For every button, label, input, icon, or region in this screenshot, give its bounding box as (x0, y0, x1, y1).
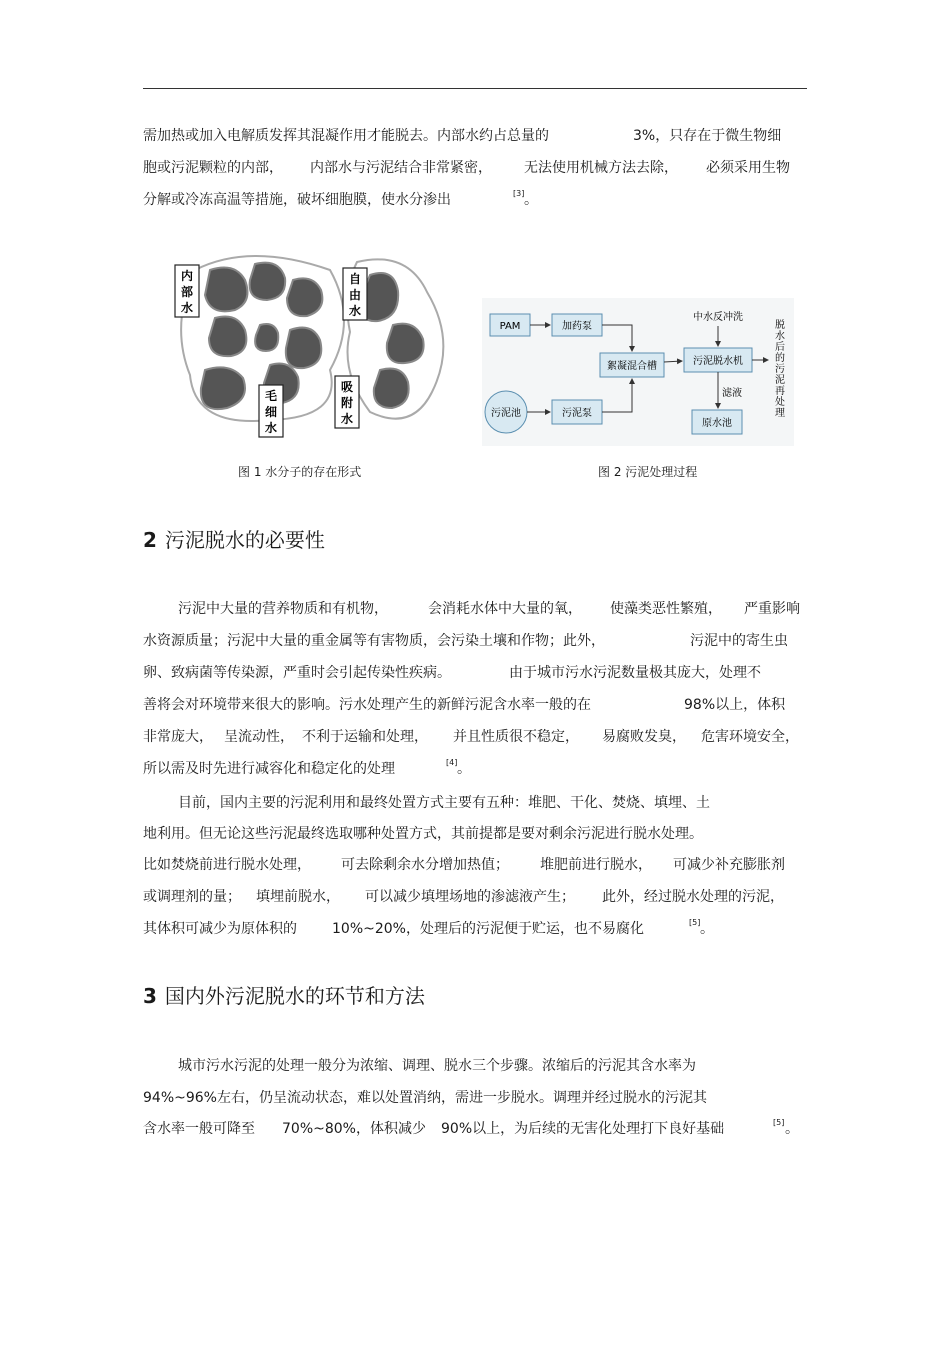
output-label (775, 319, 785, 419)
label-internal-water (175, 265, 199, 317)
text: 94%~96%左右，仍呈流动状态，难以处置消纳，需进一步脱水。调理并经过脱水的污泥其 (143, 1090, 707, 1106)
text: 。 (457, 761, 471, 777)
sludge-particle (374, 369, 409, 409)
label-char: 细 (264, 405, 278, 419)
sludge-pool-label: 污泥池 (491, 408, 521, 419)
text: 呈流动性， (224, 729, 294, 745)
dosing-pump-label: 加药泵 (562, 321, 592, 332)
sludge-particle (205, 268, 247, 312)
text: 水资源质量；污泥中大量的重金属等有害物质，会污染土壤和作物；此外， (143, 633, 605, 649)
text: 所以需及时先进行减容化和稳定化的处理 (143, 761, 395, 777)
text: 其体积可减少为原体积的 (143, 921, 297, 937)
label-char: 水 (340, 412, 354, 426)
text: 98%以上，体积 (684, 697, 786, 713)
citation: [3] (513, 189, 525, 198)
label-capillary-water (259, 385, 283, 437)
label-char: 自 (348, 272, 362, 286)
text: 污泥中大量的营养物质和有机物， (178, 601, 388, 617)
citation: [5] (689, 918, 701, 927)
sludge-particle (201, 367, 245, 409)
output-char: 再 (775, 386, 785, 397)
filtrate-label: 滤液 (722, 388, 742, 399)
figure-2-caption: 图 2 污泥处理过程 (598, 465, 698, 479)
section-number: 2 (143, 528, 157, 552)
text: 90%以上，为后续的无害化处理打下良好基础 (441, 1121, 725, 1137)
output-char: 脱 (775, 320, 785, 331)
text: 不利于运输和处理， (302, 729, 428, 745)
text: 分解或冷冻高温等措施，破坏细胞膜，使水分渗出 (143, 192, 451, 208)
text: 可减少补充膨胀剂 (673, 857, 785, 873)
section-title: 污泥脱水的必要性 (164, 528, 325, 552)
label-char: 水 (180, 301, 194, 315)
sludge-particle (250, 263, 286, 300)
header-rule (143, 88, 807, 89)
figure-1-caption: 图 1 水分子的存在形式 (238, 465, 362, 479)
output-char: 水 (775, 331, 785, 342)
sludge-particle (286, 328, 321, 369)
output-char: 污 (775, 364, 785, 375)
dewatering-machine-label: 污泥脱水机 (693, 356, 743, 367)
text: 10%~20%，处理后的污泥便于贮运，也不易腐化 (332, 921, 644, 937)
text: 善将会对环境带来很大的影响。污水处理产生的新鲜污泥含水率一般的在 (143, 697, 591, 713)
output-char: 的 (775, 353, 785, 364)
text: 卵、致病菌等传染源，严重时会引起传染性疾病。 (143, 665, 451, 681)
text: 可去除剩余水分增加热值； (341, 857, 509, 873)
text: 无法使用机械方法去除， (524, 160, 678, 176)
label-char: 水 (348, 304, 362, 318)
output-char: 理 (775, 408, 785, 419)
text: 非常庞大， (143, 729, 213, 745)
raw-water-pool-label: 原水池 (702, 418, 732, 429)
section-number: 3 (143, 984, 157, 1008)
sludge-particle (209, 317, 246, 357)
section-2-heading (143, 528, 325, 552)
text: 会消耗水体中大量的氧， (428, 601, 582, 617)
figure-2-sludge-process (482, 298, 794, 446)
text: 严重影响 (744, 601, 800, 617)
sludge-particle (255, 324, 278, 351)
label-char: 由 (348, 288, 362, 302)
text: 由于城市污水污泥数量极其庞大，处理不 (509, 665, 761, 681)
text: 或调理剂的量； (143, 889, 241, 905)
text: 内部水与污泥结合非常紧密， (310, 160, 492, 176)
label-adsorbed-water (335, 376, 359, 428)
sludge-pump-label: 污泥泵 (562, 408, 592, 419)
text: 污泥中的寄生虫 (690, 633, 788, 649)
citation: [5] (773, 1118, 785, 1127)
label-char: 吸 (340, 380, 354, 394)
label-char: 部 (180, 285, 194, 299)
citation: [4] (446, 758, 458, 767)
text: 需加热或加入电解质发挥其混凝作用才能脱去。内部水约占总量的 (143, 128, 549, 144)
text: 目前，国内主要的污泥利用和最终处置方式主要有五种：堆肥、干化、焚烧、填埋、土 (178, 795, 710, 811)
label-char: 附 (340, 396, 354, 410)
text: 含水率一般可降至 (143, 1121, 255, 1137)
text: 3%，只存在于微生物细 (633, 128, 782, 144)
text: 填埋前脱水， (256, 889, 340, 905)
text: 可以减少填埋场地的渗滤液产生； (365, 889, 575, 905)
text: 必须采用生物 (706, 160, 790, 176)
text: 堆肥前进行脱水， (540, 857, 652, 873)
backwash-label: 中水反冲洗 (693, 312, 743, 323)
output-char: 后 (775, 342, 785, 353)
text: 危害环境安全， (701, 729, 799, 745)
output-char: 处 (775, 397, 785, 408)
text: 比如焚烧前进行脱水处理， (143, 857, 311, 873)
text: 此外，经过脱水处理的污泥， (602, 889, 784, 905)
sludge-particle (387, 324, 424, 364)
text: 并且性质很不稳定， (453, 729, 579, 745)
text: 。 (524, 192, 538, 208)
pam-label: PAM (499, 321, 521, 332)
label-char: 毛 (264, 389, 278, 403)
section-3-heading (143, 984, 425, 1008)
label-free-water (343, 268, 367, 320)
text: 70%~80%，体积减少 (282, 1121, 426, 1137)
text: 使藻类恶性繁殖， (610, 601, 722, 617)
text: 城市污水污泥的处理一般分为浓缩、调理、脱水三个步骤。浓缩后的污泥其含水率为 (178, 1058, 696, 1074)
sludge-particle (287, 278, 322, 316)
label-char: 水 (264, 421, 278, 435)
section-title: 国内外污泥脱水的环节和方法 (164, 984, 425, 1008)
text: 。 (785, 1121, 799, 1137)
text: 易腐败发臭， (602, 729, 686, 745)
output-char: 泥 (775, 375, 785, 386)
text: 地利用。但无论这些污泥最终选取哪种处置方式，其前提都是要对剩余污泥进行脱水处理。 (143, 826, 703, 842)
flocculation-tank-label: 絮凝混合槽 (607, 361, 657, 372)
label-char: 内 (180, 269, 194, 283)
text: 。 (700, 921, 714, 937)
text: 胞或污泥颗粒的内部， (143, 160, 283, 176)
figure-1-water-forms (165, 250, 460, 450)
